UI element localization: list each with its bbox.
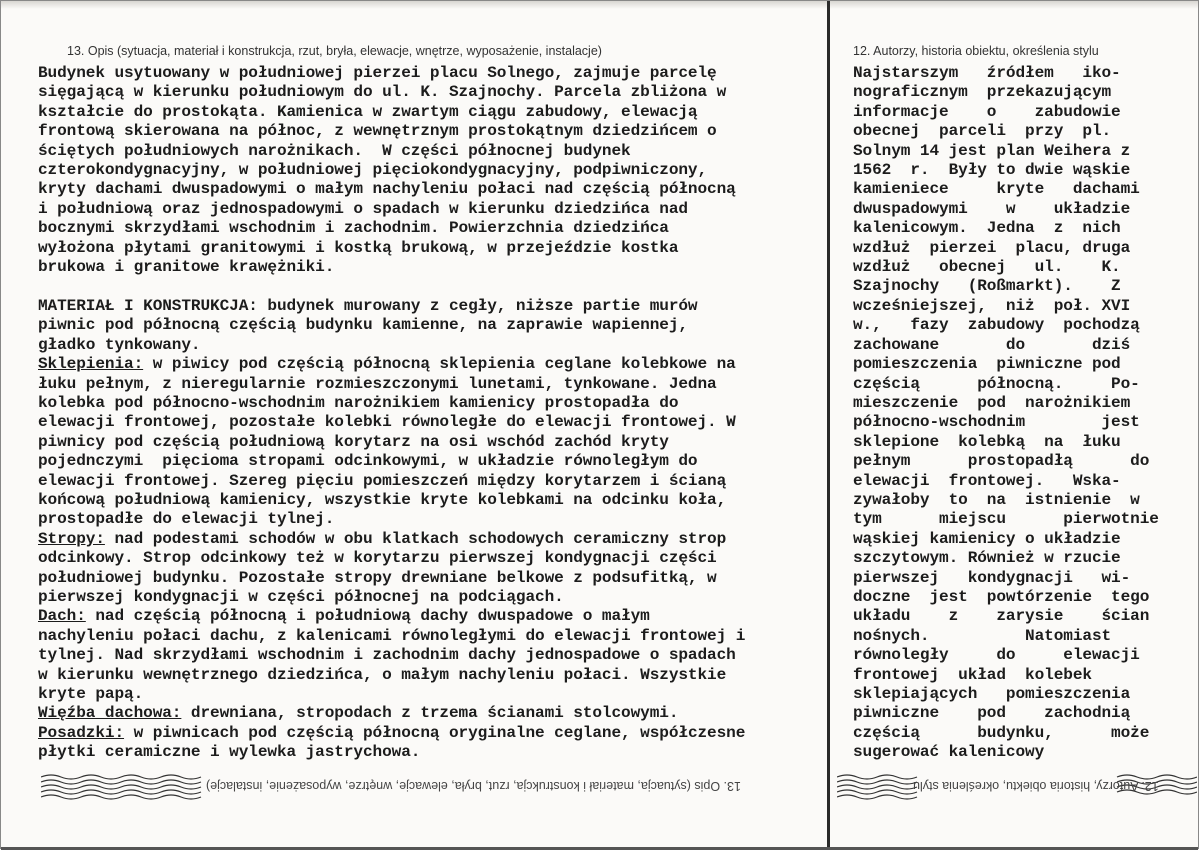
description-line: odcinkowy. Strop odcinkowy też w korytarzu pierwszej kondygnacji części xyxy=(38,549,717,568)
description-line: czterokondygnacyjny, w południowej pięciokondygnacyjny, podpiwniczony, xyxy=(38,161,708,180)
description-line: tylnej. Nad skrzydłami wschodnim i zachodnim dachy jednospadowe o spadach xyxy=(38,646,736,665)
description-line: bocznymi skrzydłami wschodnim i zachodnim. Powierzchnia dziedzińca xyxy=(38,219,669,238)
history-line: szczytowym. Również w rzucie xyxy=(853,549,1121,568)
history-line: Solnym 14 jest plan Weihera z xyxy=(853,141,1131,160)
history-line: tym miejscu pierwotnie xyxy=(853,510,1159,529)
history-line: pełnym prostopadłą do xyxy=(853,452,1150,471)
history-line: Szajnochy (Roßmarkt). Z xyxy=(853,277,1121,296)
card-top-edge xyxy=(1,1,1198,9)
history-line: kamieniece kryte dachami xyxy=(853,180,1140,199)
history-line: kalenicowym. Jedna z nich xyxy=(853,219,1121,238)
left-column-header: 13. Opis (sytuacja, materiał i konstrukcja, rzut, bryła, elewacje, wnętrze, wyposażenie, instalacje) xyxy=(67,44,602,58)
history-line: wąskiej kamienicy o układzie xyxy=(853,529,1121,548)
description-line: płytki ceramiczne i wylewka jastrychowa. xyxy=(38,743,421,762)
history-line: równoległy do elewacji xyxy=(853,646,1140,665)
history-line: częścią budynku, może xyxy=(853,723,1150,742)
history-line: obecnej parceli przy pl. xyxy=(853,122,1112,141)
history-line: w., fazy zabudowy pochodzą xyxy=(853,316,1140,335)
section-term: Sklepienia: xyxy=(38,355,144,374)
history-line: pomieszczenia piwniczne pod xyxy=(853,355,1121,374)
description-line: wyłożona płytami granitowymi i kostką brukową, w przejeździe kostka xyxy=(38,238,679,257)
description-text xyxy=(38,64,818,763)
description-line: łuku pełnym, z nieregularnie rozmieszczonymi lunetami, tynkowane. Jedna xyxy=(38,374,717,393)
section-term: Stropy: xyxy=(38,529,105,548)
history-line: północno-wschodnim jest xyxy=(853,413,1140,432)
history-line: wcześniejszej, niż poł. XVI xyxy=(853,296,1131,315)
history-line: wzdłuż obecnej ul. K. xyxy=(853,258,1121,277)
description-line: południowej budynku. Pozostałe stropy drewniane belkowe z podsufitką, w xyxy=(38,568,717,587)
description-line: sięgającą w kierunku południowym do ul. K. Szajnochy. Parcela zbliżona w xyxy=(38,83,727,102)
history-text xyxy=(853,64,1198,763)
history-line: doczne jest powtórzenie tego xyxy=(853,587,1150,606)
description-line: elewacji frontowej, pozostałe kolebki równoległe do elewacji frontowej. W xyxy=(38,413,736,432)
description-line: kryte papą. xyxy=(38,685,144,703)
history-line: zachowane do dziś xyxy=(853,335,1131,354)
description-line: Sklepienia: w piwicy pod częścią północną sklepienia ceglane kolebkowe na xyxy=(38,355,736,374)
description-line: MATERIAŁ I KONSTRUKCJA: budynek murowany z cegły, niższe partie murów xyxy=(38,296,698,315)
description-line xyxy=(38,277,818,296)
description-line: pierwszej kondygnacji w części północnej na podciągach. xyxy=(38,587,564,606)
left-footer-mirrored-header: 13. Opis (sytuacja, materiał i konstrukcja, rzut, bryła, elewacje, wnętrze, wyposażenie, instalacje) xyxy=(206,779,741,793)
description-line: gładko tynkowany. xyxy=(38,335,201,354)
description-line: pojednczymi pięcioma stropami odcinkowymi, w układzie równoległym do xyxy=(38,452,698,471)
description-line: Dach: nad częścią północną i południową dachy dwuspadowe o małym xyxy=(38,607,650,626)
history-line: zywałoby to na istnienie w xyxy=(853,490,1140,509)
history-line: sklepione kolebką na łuku xyxy=(853,432,1121,451)
description-line: ściętych południowych narożnikach. W części północnej budynek xyxy=(38,141,631,160)
history-line: Najstarszym źródłem iko- xyxy=(853,64,1121,82)
history-line: frontowej układ kolebek xyxy=(853,665,1092,684)
column-divider xyxy=(827,1,830,850)
history-line: sugerować kalenicowy xyxy=(853,743,1045,762)
description-line: brukowa i granitowe krawężniki. xyxy=(38,258,335,277)
history-line: wzdłuż pierzei placu, druga xyxy=(853,238,1131,257)
section-term: Dach: xyxy=(38,607,86,626)
history-line: 1562 r. Były to dwie wąskie xyxy=(853,161,1131,180)
history-line: nośnych. Natomiast xyxy=(853,626,1112,645)
history-line: piwniczne pod zachodnią xyxy=(853,704,1131,723)
description-line: prostopadłe do elewacji tylnej. xyxy=(38,510,335,529)
description-line: Posadzki: w piwnicach pod częścią północną oryginalne ceglane, współczesne xyxy=(38,723,746,742)
history-line: sklepiających pomieszczenia xyxy=(853,685,1131,703)
history-line: nograficznym przekazującym xyxy=(853,83,1112,102)
right-column-header: 12. Autorzy, historia obiektu, określenia stylu xyxy=(853,44,1099,58)
history-line: układu z zarysie ścian xyxy=(853,607,1150,626)
history-line: elewacji frontowej. Wska- xyxy=(853,471,1121,490)
description-line: Stropy: nad podestami schodów w obu klatkach schodowych ceramiczny strop xyxy=(38,529,727,548)
description-line: Budynek usytuowany w południowej pierzei placu Solnego, zajmuje parcelę xyxy=(38,64,717,82)
description-line: kryty dachami dwuspadowymi o małym nachyleniu połaci nad częścią północną xyxy=(38,180,736,199)
history-line: dwuspadowymi w układzie xyxy=(853,199,1131,218)
history-line: pierwszej kondygnacji wi- xyxy=(853,568,1131,587)
history-line: mieszczenie pod narożnikiem xyxy=(853,393,1131,412)
description-line: i południową oraz jednospadowymi o spadach w kierunku dziedzińca nad xyxy=(38,199,688,218)
history-line: informacje o zabudowie xyxy=(853,102,1121,121)
description-line: frontową skierowana na północ, z wewnętrznym prostokątnym dziedzińcem o xyxy=(38,122,717,141)
section-term: Więźba dachowa: xyxy=(38,704,182,723)
section-term: Posadzki: xyxy=(38,723,125,742)
description-line: kolebka pod północno-wschodnim narożnikiem kamienicy prostopadła do xyxy=(38,393,679,412)
description-line: końcową południową kamienicy, wszystkie kryte kolebkami na odcinku koła, xyxy=(38,490,727,509)
description-line: nachyleniu połaci dachu, z kalenicami równoległymi do elewacji frontowej i xyxy=(38,626,746,645)
description-line: piwnicy pod częścią południową korytarz na osi wschód zachód kryty xyxy=(38,432,669,451)
description-line: kształcie do prostokąta. Kamienica w zwartym ciągu zabudowy, elewacją xyxy=(38,102,698,121)
description-line: piwnic pod północną częścią budynku kamienne, na zaprawie wapiennej, xyxy=(38,316,688,335)
description-line: w kierunku wewnętrznego dziedzińca, o małym nachyleniu połaci. Wszystkie xyxy=(38,665,727,684)
history-line: częścią północną. Po- xyxy=(853,374,1140,393)
right-footer-mirrored-header: 12. Autorzy, historia obiektu, określenia stylu xyxy=(913,779,1159,793)
description-line: Więźba dachowa: drewniana, stropodach z trzema ścianami stolcowymi. xyxy=(38,704,679,723)
description-line: elewacji frontowej. Szereg pięciu pomieszczeń między korytarzem i ścianą xyxy=(38,471,727,490)
